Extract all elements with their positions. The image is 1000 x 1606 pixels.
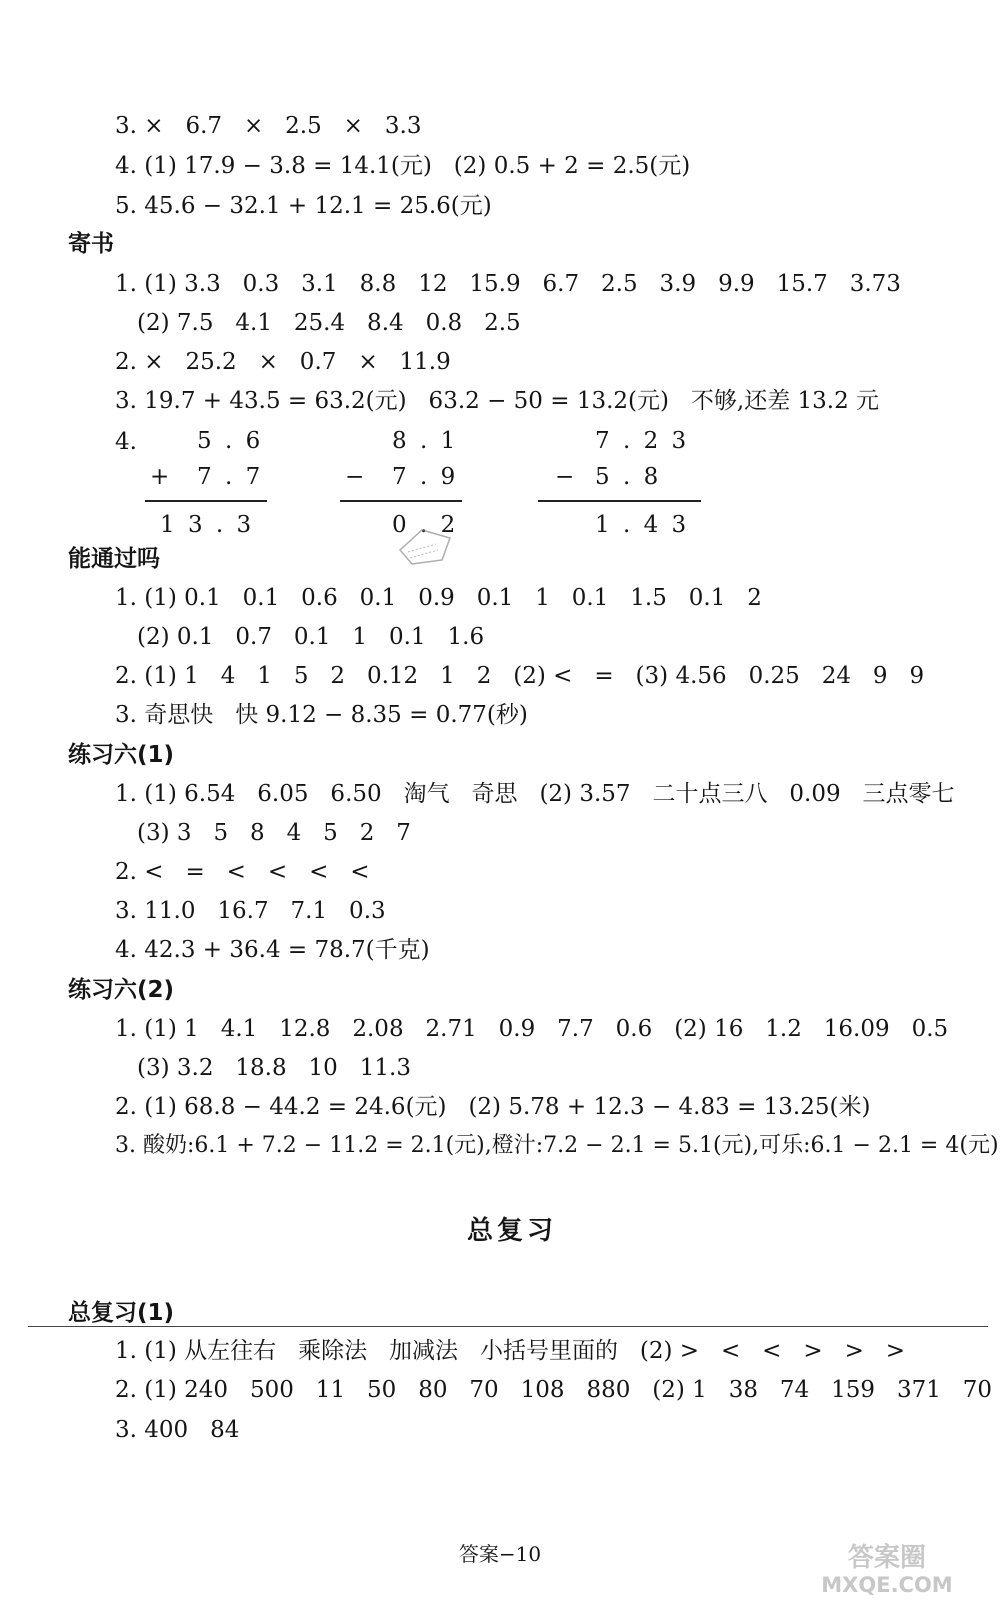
answer-line: 3. 19.7 + 43.5 = 63.2(元) 63.2 − 50 = 13.2(元) 不够,还差 13.2 元 <box>115 388 880 414</box>
chapter-title: 总复习 <box>466 1216 557 1246</box>
answer-line: 1. (1) 1 4.1 12.8 2.08 2.71 0.9 7.7 0.6 (2) 16 1.2 16.09 0.5 <box>115 1016 949 1042</box>
answer-line: (3) 3 5 8 4 5 2 7 <box>137 820 411 846</box>
vertical-calc-top: 7 . 2 3 <box>595 428 690 454</box>
vertical-calc-top: 8 . 1 <box>392 428 459 454</box>
section-divider <box>28 1326 988 1327</box>
answer-line: 2. (1) 68.8 − 44.2 = 24.6(元) (2) 5.78 + 12.3 − 4.83 = 13.25(米) <box>115 1094 871 1120</box>
answer-line: 4. (1) 17.9 − 3.8 = 14.1(元) (2) 0.5 + 2 = 2.5(元) <box>115 153 691 179</box>
answer-line: (2) 0.1 0.7 0.1 1 0.1 1.6 <box>137 624 485 650</box>
section-heading-nengtongguo: 能通过吗 <box>68 546 160 572</box>
stamp-mark-icon <box>392 520 462 570</box>
answer-line: 4. 42.3 + 36.4 = 78.7(千克) <box>115 937 430 963</box>
answer-line: 2. < = < < < < <box>115 859 370 885</box>
vertical-calc-operator: − <box>345 464 368 490</box>
section-heading-jishu: 寄书 <box>68 231 114 257</box>
answer-line: 2. (1) 240 500 11 50 80 70 108 880 (2) 1 38 74 159 371 70 <box>115 1377 993 1403</box>
vertical-calc-rule <box>340 500 462 502</box>
answer-line: 3. 酸奶:6.1 + 7.2 − 11.2 = 2.1(元),橙汁:7.2 − 2.1 = 5.1(元),可乐:6.1 − 2.1 = 4(元) <box>115 1133 999 1158</box>
section-heading-lianxi62: 练习六(2) <box>68 977 175 1003</box>
answer-line: 1. (1) 3.3 0.3 3.1 8.8 12 15.9 6.7 2.5 3.9 9.9 15.7 3.73 <box>115 271 901 297</box>
section-heading-lianxi61: 练习六(1) <box>68 742 175 768</box>
vertical-calc-operator: − <box>555 464 578 490</box>
page-number: 答案−10 <box>458 1542 542 1566</box>
vertical-calc-second: 5 . 8 <box>595 464 662 490</box>
vertical-calc-operator: + <box>150 464 173 490</box>
vertical-calc-result: 1 3 . 3 <box>160 512 255 538</box>
answer-line: 3. 11.0 16.7 7.1 0.3 <box>115 898 386 924</box>
vertical-calc-rule <box>538 500 701 502</box>
answer-line: 1. (1) 0.1 0.1 0.6 0.1 0.9 0.1 1 0.1 1.5 0.1 2 <box>115 585 762 611</box>
watermark-text-top: 答案圈 <box>847 1543 927 1573</box>
watermark-text-bottom: MXQE.COM <box>821 1573 953 1596</box>
vertical-calc-second: 7 . 9 <box>392 464 459 490</box>
vertical-calc-label: 4. <box>115 429 137 455</box>
answer-line: (2) 7.5 4.1 25.4 8.4 0.8 2.5 <box>137 310 521 336</box>
answer-line: 3. 奇思快 快 9.12 − 8.35 = 0.77(秒) <box>115 702 528 728</box>
answer-line: 3. × 6.7 × 2.5 × 3.3 <box>115 113 422 139</box>
vertical-calc-top: 5 . 6 <box>197 428 264 454</box>
answer-line: 2. (1) 1 4 1 5 2 0.12 1 2 (2) < = (3) 4.56 0.25 24 9 9 <box>115 663 925 689</box>
vertical-calc-result: 0 . 2 <box>392 512 459 538</box>
answer-line: 1. (1) 从左往右 乘除法 加减法 小括号里面的 (2) > < < > > > <box>115 1338 906 1364</box>
answer-line: (3) 3.2 18.8 10 11.3 <box>137 1055 411 1081</box>
watermark-logo <box>795 1540 980 1596</box>
vertical-calc-second: 7 . 7 <box>197 464 264 490</box>
answer-line: 3. 400 84 <box>115 1417 240 1443</box>
section-heading-zongfuxi1: 总复习(1) <box>68 1300 175 1326</box>
answer-line: 5. 45.6 − 32.1 + 12.1 = 25.6(元) <box>115 193 492 219</box>
vertical-calc-rule <box>145 500 267 502</box>
answer-line: 2. × 25.2 × 0.7 × 11.9 <box>115 349 451 375</box>
answer-line: 1. (1) 6.54 6.05 6.50 淘气 奇思 (2) 3.57 二十点三八 0.09 三点零七 <box>115 781 955 807</box>
vertical-calc-result: 1 . 4 3 <box>595 512 690 538</box>
